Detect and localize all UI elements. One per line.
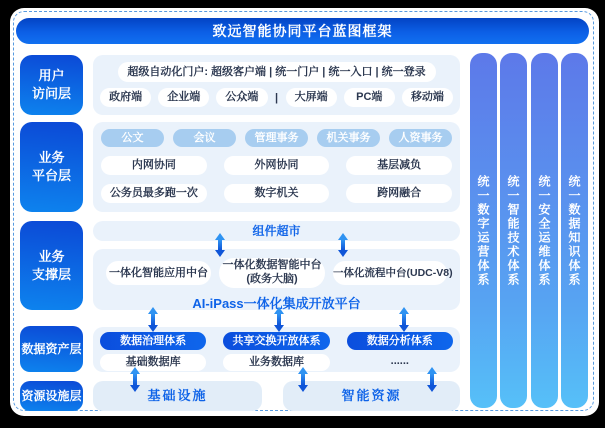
client-divider: | xyxy=(274,91,279,104)
layer-label-resource xyxy=(20,381,83,411)
layer-label-line: 访问层 xyxy=(31,86,71,101)
ipass-title: AI-iPass一体化集成开放平台 xyxy=(192,296,361,311)
pill-one-visit: 公务员最多跑一次 xyxy=(101,184,207,203)
tag-pill-management: 管理事务 xyxy=(245,129,308,147)
layer-label-line: 用户 xyxy=(38,68,65,84)
business-support-panel xyxy=(93,249,460,310)
pillar-intelligent-technology: 统一智能技术体系 xyxy=(500,53,527,408)
pill-process-platform: 一体化流程中台(UDC-V8) xyxy=(333,261,447,285)
database-ellipsis: ...... xyxy=(390,355,409,367)
data-system-row xyxy=(100,332,453,350)
client-pill-pc: PC端 xyxy=(344,88,395,107)
pill-base-database: 基础数据库 xyxy=(100,354,206,371)
pill-cross-network: 跨网融合 xyxy=(346,184,452,203)
pill-line: (政务大脑) xyxy=(246,273,298,285)
super-portal-pill: 超级自动化门户: 超级客户端 | 统一门户 | 统一入口 | 统一登录 xyxy=(118,62,436,82)
pill-intelligent-app-platform: 一体化智能应用中台 xyxy=(106,261,211,285)
layer-label-data-asset xyxy=(20,326,83,372)
pill-intranet-collab: 内网协同 xyxy=(101,156,207,175)
client-pill-enterprise: 企业端 xyxy=(158,88,209,107)
layer-label-line: 数据资产层 xyxy=(21,341,82,356)
tag-pill-agency: 机关事务 xyxy=(317,129,380,147)
business-platform-content xyxy=(93,122,460,203)
updown-arrow-icon xyxy=(147,307,159,332)
tag-pill-document: 公文 xyxy=(101,129,164,147)
client-pill-public: 公众端 xyxy=(216,88,267,107)
client-pill-mobile: 移动端 xyxy=(402,88,453,107)
platform-pill-row xyxy=(93,249,460,288)
layer-label-line: 资源设施层 xyxy=(21,388,82,403)
updown-arrow-icon xyxy=(337,233,349,257)
layer-label-line: 平台层 xyxy=(31,168,71,183)
pill-line: 一体化数据智能中台 xyxy=(222,259,322,272)
layer-label-business-support xyxy=(20,221,83,310)
pill-share-exchange: 共享交换开放体系 xyxy=(223,332,329,350)
tag-pill-meeting: 会议 xyxy=(173,129,236,147)
pill-data-analysis: 数据分析体系 xyxy=(347,332,453,350)
updown-arrow-icon xyxy=(297,367,309,392)
infrastructure-box: 基础设施 xyxy=(93,381,262,411)
layer-label-user-access xyxy=(20,55,83,115)
page-title: 致远智能协同平台蓝图框架 xyxy=(16,18,589,44)
pill-digital-agency: 数字机关 xyxy=(224,184,330,203)
client-pill-bigscreen: 大屏端 xyxy=(286,88,337,107)
pillar-digital-operation: 统一数字运营体系 xyxy=(470,53,497,408)
layer-label-line: 业务 xyxy=(38,248,65,264)
pillar-security-operations: 统一安全运维体系 xyxy=(531,53,558,408)
pill-extranet-collab: 外网协同 xyxy=(224,156,330,175)
updown-arrow-icon xyxy=(273,307,285,332)
client-row xyxy=(93,88,460,107)
data-asset-panel xyxy=(93,327,460,372)
updown-arrow-icon xyxy=(129,367,141,392)
updown-arrow-icon xyxy=(214,233,226,257)
layer-label-line: 业务 xyxy=(38,150,65,166)
updown-arrow-icon xyxy=(426,367,438,392)
pill-business-database: 业务数据库 xyxy=(223,354,329,371)
business-row-1 xyxy=(101,156,452,175)
business-row-2 xyxy=(101,184,452,203)
business-tag-row xyxy=(101,129,452,147)
layer-label-line: 支撑层 xyxy=(31,266,71,282)
updown-arrow-icon xyxy=(398,307,410,332)
client-pill-gov: 政府端 xyxy=(100,88,151,107)
database-row xyxy=(100,354,453,371)
pill-data-governance: 数据治理体系 xyxy=(100,332,206,350)
component-market-title: 组件超市 xyxy=(252,224,301,238)
business-platform-panel xyxy=(93,122,460,212)
pill-burden-reduction: 基层减负 xyxy=(346,156,452,175)
pillar-data-knowledge: 统一数据知识体系 xyxy=(561,53,588,408)
layer-label-business-platform xyxy=(20,122,83,212)
user-access-panel xyxy=(93,55,460,115)
component-market-strip xyxy=(93,221,460,241)
intelligent-resource-box: 智能资源 xyxy=(283,381,460,411)
data-asset-content xyxy=(93,327,460,371)
tag-pill-hr: 人资事务 xyxy=(389,129,452,147)
pill-data-intelligence-platform xyxy=(219,258,325,288)
